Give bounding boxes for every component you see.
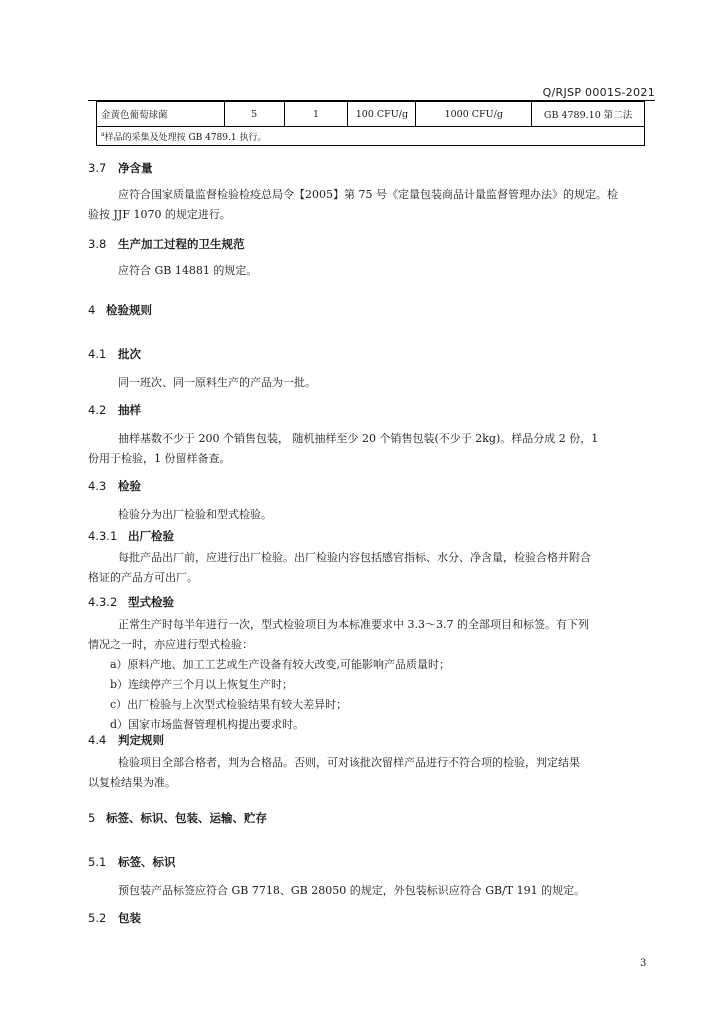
paragraph: 格证的产品方可出厂。 [88, 571, 198, 584]
heading-4: 4 检验规则 [88, 303, 152, 317]
heading-4-4: 4.4 判定规则 [88, 733, 164, 747]
paragraph: 检验分为出厂检验和型式检验。 [118, 508, 272, 521]
paragraph: 情况之一时，亦应进行型式检验： [88, 638, 253, 651]
heading-3-8: 3.8 生产加工过程的卫生规范 [88, 237, 245, 251]
paragraph: 同一班次、同一原料生产的产品为一批。 [118, 376, 316, 389]
table-note: $^a$样品的采集及处理按 GB 4789.1 执行。 [97, 127, 645, 146]
paragraph: 份用于检验，1 份留样备查。 [88, 452, 231, 465]
heading-5-1: 5.1 标签、标识 [88, 855, 176, 869]
cell-m: 100 CFU/g [348, 102, 416, 127]
paragraph: 验按 JJF 1070 的规定进行。 [88, 208, 231, 221]
page-number: 3 [640, 958, 647, 969]
heading-5: 5 标签、标识、包装、运输、贮存 [88, 811, 267, 825]
heading-4-3-1: 4.3.1 出厂检验 [88, 529, 174, 543]
list-item: c）出厂检验与上次型式检验结果有较大差异时； [110, 698, 348, 711]
cell-n: 5 [224, 102, 284, 127]
paragraph: 检验项目全部合格者，判为合格品。否则，可对该批次留样产品进行不符合项的检验，判定结果 [118, 756, 580, 769]
heading-4-3-2: 4.3.2 型式检验 [88, 595, 174, 609]
cell-c: 1 [284, 102, 348, 127]
list-item: a）原料产地、加工工艺或生产设备有较大改变,可能影响产品质量时； [110, 658, 451, 671]
paragraph: 预包装产品标签应符合 GB 7718、GB 28050 的规定，外包装标识应符合 GB/T 191 的规定。 [118, 884, 586, 897]
cell-name: 金黄色葡萄球菌 [97, 102, 225, 127]
list-item: d）国家市场监督管理机构提出要求时。 [110, 718, 305, 731]
cell-method: GB 4789.10 第二法 [532, 102, 645, 127]
cell-M: 1000 CFU/g [416, 102, 532, 127]
paragraph: 正常生产时每半年进行一次，型式检验项目为本标准要求中 3.3～3.7 的全部项目和标签。有下列 [118, 618, 589, 631]
paragraph: 应符合 GB 14881 的规定。 [118, 264, 258, 277]
list-item: b）连续停产三个月以上恢复生产时； [110, 678, 294, 691]
heading-5-2: 5.2 包装 [88, 911, 141, 925]
table-row [97, 102, 645, 127]
paragraph: 每批产品出厂前，应进行出厂检验。出厂检验内容包括感官指标、水分、净含量，检验合格并附合 [118, 551, 591, 564]
document-number: Q/RJSP 0001S-2021 [542, 86, 655, 99]
paragraph: 以复检结果为准。 [88, 776, 176, 789]
heading-4-1: 4.1 批次 [88, 347, 141, 361]
microbe-limit-table [96, 101, 645, 146]
heading-3-7: 3.7 净含量 [88, 161, 153, 175]
table-note-row [97, 127, 645, 146]
heading-4-2: 4.2 抽样 [88, 403, 141, 417]
heading-4-3: 4.3 检验 [88, 479, 141, 493]
paragraph: 应符合国家质量监督检验检疫总局令【2005】第 75 号《定量包装商品计量监督管理办法》的规定。检 [118, 188, 618, 201]
paragraph: 抽样基数不少于 200 个销售包装， 随机抽样至少 20 个销售包装(不少于 2kg)。样品分成 2 份，1 [118, 432, 599, 445]
